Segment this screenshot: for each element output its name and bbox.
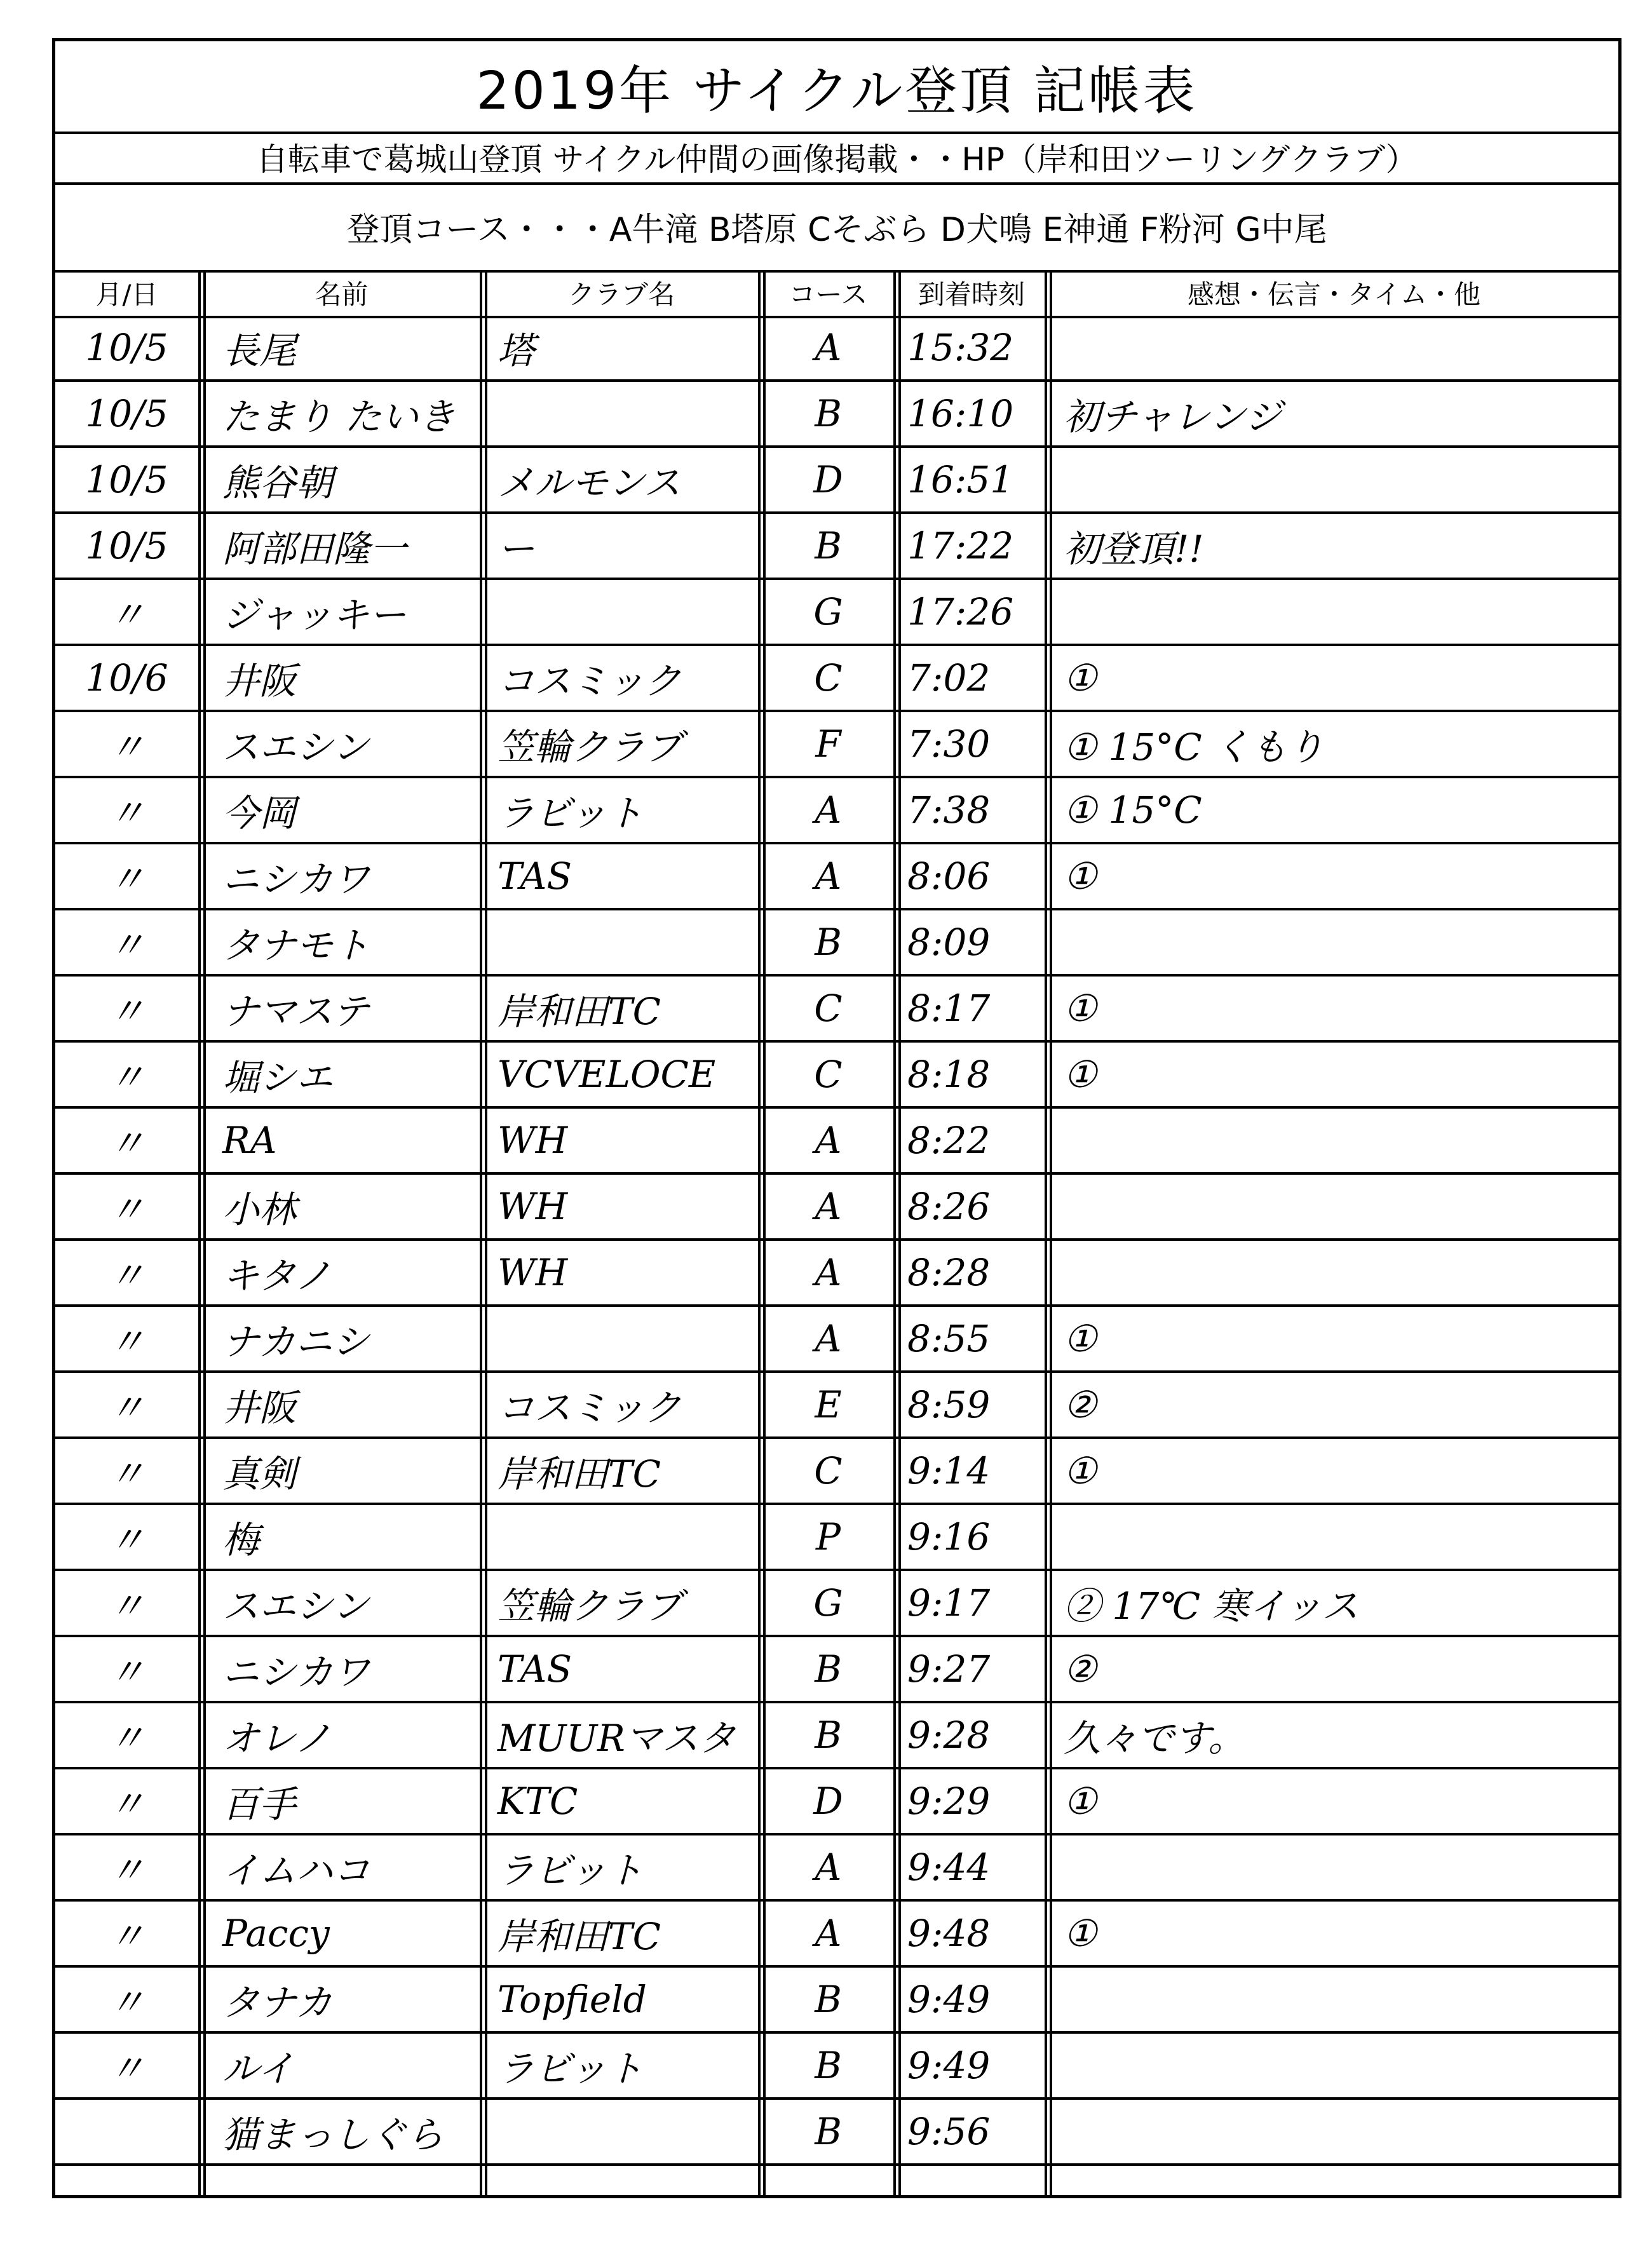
row-note: ② — [1064, 1647, 1097, 1691]
row-name: ナマステ — [222, 990, 369, 1033]
row-time: 8:18 — [907, 1053, 991, 1096]
row-time: 16:10 — [907, 392, 1014, 435]
row-course: C — [814, 1449, 843, 1492]
guestbook-sheet — [52, 38, 1622, 2198]
row-course: A — [815, 1119, 842, 1162]
row-club: TAS — [498, 1647, 572, 1691]
row-club: WH — [498, 1251, 568, 1294]
row-note: ① — [1064, 855, 1097, 898]
table-row — [55, 448, 1618, 514]
header-time: 到着時刻 — [917, 279, 1025, 310]
row-course: A — [815, 1251, 842, 1294]
row-course: B — [815, 921, 842, 964]
column-divider — [1045, 270, 1047, 2195]
row-club: MUURマスタ — [498, 1717, 736, 1760]
row-date: 〃 — [108, 1915, 146, 1958]
row-date: 〃 — [108, 1981, 146, 2024]
row-club: 塔 — [498, 329, 535, 372]
table-row — [55, 1505, 1618, 1571]
row-course: G — [813, 1581, 843, 1625]
row-date: 〃 — [108, 1651, 146, 1694]
row-time: 9:49 — [907, 1978, 991, 2021]
row-club — [485, 1505, 758, 1569]
row-name: 井阪 — [222, 659, 297, 703]
row-name: ニシカワ — [222, 1651, 370, 1694]
row-name: 猫まっしぐら — [222, 2113, 444, 2156]
table-row — [55, 712, 1618, 778]
row-course: B — [815, 524, 842, 567]
row-note: ① — [1064, 1780, 1097, 1823]
row-date: 〃 — [108, 593, 146, 637]
row-time: 8:26 — [907, 1185, 991, 1228]
page-title: 2019年 サイクル登頂 記帳表 — [55, 41, 1618, 134]
row-course: B — [815, 2044, 842, 2087]
row-time: 9:27 — [907, 1647, 991, 1691]
row-time: 7:02 — [907, 656, 991, 700]
row-name: スエシン — [222, 1585, 369, 1628]
row-date: 〃 — [108, 1056, 146, 1099]
row-note: ① — [1064, 1317, 1097, 1360]
row-date: 〃 — [108, 1585, 146, 1628]
row-note — [1050, 1241, 1618, 1304]
row-name: タナモト — [222, 924, 370, 967]
row-course: C — [814, 656, 843, 700]
row-date: 〃 — [108, 1717, 146, 1760]
row-course: G — [813, 590, 843, 633]
row-club: WH — [498, 1185, 568, 1228]
table-row — [55, 1307, 1618, 1373]
column-divider — [198, 270, 201, 2195]
row-club: 岸和田TC — [498, 990, 661, 1033]
column-divider — [893, 270, 896, 2195]
row-course: D — [813, 458, 843, 501]
row-note — [1050, 1175, 1618, 1238]
row-note: ① — [1064, 1912, 1097, 1955]
table-row — [55, 1835, 1618, 1902]
row-date: 〃 — [108, 1188, 146, 1231]
row-club: コスミック — [498, 659, 681, 703]
table-row — [55, 2034, 1618, 2100]
row-date: 〃 — [108, 924, 146, 967]
row-course: F — [815, 722, 841, 766]
row-name: たまり たいき — [222, 395, 456, 438]
row-course: B — [815, 1713, 842, 1757]
table-row — [55, 514, 1618, 580]
row-time: 9:29 — [907, 1780, 991, 1823]
row-date: 10/5 — [85, 392, 168, 435]
column-divider — [1050, 270, 1052, 2195]
row-name: 真剣 — [222, 1452, 297, 1496]
row-course: E — [815, 1383, 842, 1426]
table-row — [55, 1571, 1618, 1637]
row-note: ① 15°C くもり — [1064, 726, 1325, 769]
row-note: 初チャレンジ — [1064, 395, 1282, 438]
row-note: ① 15°C — [1064, 788, 1202, 832]
row-date: 〃 — [108, 1320, 146, 1363]
row-club: 岸和田TC — [498, 1915, 661, 1958]
row-name: ルイ — [222, 2047, 295, 2090]
row-time: 9:56 — [907, 2110, 991, 2153]
row-course: P — [815, 1515, 841, 1558]
row-time: 7:38 — [907, 788, 991, 832]
table-row — [55, 1373, 1618, 1439]
row-note — [1050, 2034, 1618, 2097]
row-date: 〃 — [108, 1518, 146, 1562]
row-time: 9:48 — [907, 1912, 991, 1955]
row-name: Paccy — [222, 1912, 330, 1955]
row-club: 岸和田TC — [498, 1452, 661, 1496]
row-club: TAS — [498, 855, 572, 898]
row-note — [1050, 1505, 1618, 1569]
row-note: ① — [1064, 1053, 1097, 1096]
row-time: 8:59 — [907, 1383, 991, 1426]
row-course: A — [815, 788, 842, 832]
row-name: スエシン — [222, 726, 369, 769]
row-name: イムハコ — [222, 1849, 370, 1892]
header-club: クラブ名 — [567, 279, 675, 310]
page-subtitle: 自転車で葛城山登頂 サイクル仲間の画像掲載・・HP（岸和田ツーリングクラブ） — [55, 132, 1618, 185]
row-date: 〃 — [108, 726, 146, 769]
row-time: 9:44 — [907, 1846, 991, 1889]
row-name: RA — [222, 1119, 277, 1162]
row-time: 8:22 — [907, 1119, 991, 1162]
table-row — [55, 580, 1618, 646]
table-row — [55, 1703, 1618, 1769]
table-row — [55, 1769, 1618, 1835]
row-name: 梅 — [222, 1518, 260, 1562]
table-row — [55, 910, 1618, 977]
table-header — [55, 270, 1618, 318]
row-time: 9:14 — [907, 1449, 991, 1492]
table-row — [55, 1175, 1618, 1241]
row-name: 百手 — [222, 1783, 297, 1826]
row-date: 〃 — [108, 1122, 146, 1165]
row-date: 〃 — [108, 792, 146, 835]
table-row — [55, 646, 1618, 712]
row-course: C — [814, 1053, 843, 1096]
row-club — [485, 2100, 758, 2163]
row-note: ② — [1064, 1383, 1097, 1426]
row-date — [55, 2100, 198, 2163]
row-time: 9:16 — [907, 1515, 991, 1558]
row-date: 〃 — [108, 1254, 146, 1297]
row-date: 10/5 — [85, 458, 168, 501]
row-club: Topfield — [498, 1978, 647, 2021]
row-club — [485, 1307, 758, 1370]
row-course: B — [815, 2110, 842, 2153]
row-name: キタノ — [222, 1254, 332, 1297]
header-name: 名前 — [315, 279, 369, 310]
row-club: VCVELOCE — [498, 1053, 716, 1096]
row-note — [1050, 316, 1618, 379]
row-course: C — [814, 987, 843, 1030]
row-note: 初登頂!! — [1064, 527, 1204, 571]
row-note — [1050, 580, 1618, 644]
row-club — [485, 580, 758, 644]
column-divider — [898, 270, 901, 2195]
row-note — [1050, 1835, 1618, 1899]
row-time: 9:28 — [907, 1713, 991, 1757]
row-club — [485, 910, 758, 974]
table-row — [55, 2100, 1618, 2166]
row-date: 10/6 — [85, 656, 168, 700]
row-name: 小林 — [222, 1188, 297, 1231]
column-divider — [763, 270, 766, 2195]
row-note: 久々です。 — [1064, 1717, 1245, 1760]
row-date: 〃 — [108, 1783, 146, 1826]
row-course: B — [815, 392, 842, 435]
table-row — [55, 316, 1618, 382]
row-time: 17:26 — [907, 590, 1014, 633]
row-note: ① — [1064, 987, 1097, 1030]
column-divider — [485, 270, 487, 2195]
table-row — [55, 1439, 1618, 1505]
row-course: B — [815, 1978, 842, 2021]
row-time: 15:32 — [907, 326, 1014, 369]
row-time: 9:17 — [907, 1581, 991, 1625]
row-name: 熊谷朝 — [222, 461, 334, 504]
row-date: 〃 — [108, 1452, 146, 1496]
table-row — [55, 1043, 1618, 1109]
row-note — [1050, 910, 1618, 974]
row-course: A — [815, 1317, 842, 1360]
row-club: 笠輪クラブ — [498, 1585, 682, 1628]
row-date: 〃 — [108, 1386, 146, 1430]
row-name: ジャッキー — [222, 593, 406, 637]
row-note: ① — [1064, 656, 1097, 700]
row-name: 長尾 — [222, 329, 297, 372]
row-date: 〃 — [108, 990, 146, 1033]
row-time: 9:49 — [907, 2044, 991, 2087]
row-club: WH — [498, 1119, 568, 1162]
header-note: 感想・伝言・タイム・他 — [1187, 279, 1481, 310]
row-club: メルモンス — [498, 461, 681, 504]
row-name: 阿部田隆一 — [222, 527, 407, 571]
column-divider — [758, 270, 761, 2195]
row-course: A — [815, 855, 842, 898]
row-club: KTC — [498, 1780, 578, 1823]
row-club: コスミック — [498, 1386, 681, 1430]
row-note — [1050, 1968, 1618, 2031]
table-row — [55, 1637, 1618, 1703]
row-date: 〃 — [108, 2047, 146, 2090]
row-note: ② 17℃ 寒イッス — [1064, 1585, 1359, 1628]
table-row — [55, 1241, 1618, 1307]
row-time: 8:17 — [907, 987, 991, 1030]
row-course: A — [815, 1912, 842, 1955]
column-divider — [480, 270, 482, 2195]
row-date: 10/5 — [85, 524, 168, 567]
row-note: ① — [1064, 1449, 1097, 1492]
table-row — [55, 778, 1618, 844]
row-note — [1050, 2100, 1618, 2163]
row-time: 16:51 — [907, 458, 1014, 501]
row-name: オレノ — [222, 1717, 332, 1760]
table-body — [55, 316, 1618, 2195]
table-row — [55, 1109, 1618, 1175]
header-date: 月/日 — [95, 279, 158, 310]
row-name: 今岡 — [222, 792, 297, 835]
table-row — [55, 1902, 1618, 1968]
row-course: A — [815, 1846, 842, 1889]
table-row — [55, 844, 1618, 910]
row-name: 堀シエ — [222, 1056, 334, 1099]
row-course: A — [815, 1185, 842, 1228]
row-note — [1050, 1109, 1618, 1172]
row-course: A — [815, 326, 842, 369]
row-club: 笠輪クラブ — [498, 726, 682, 769]
row-time: 8:55 — [907, 1317, 991, 1360]
table-row — [55, 382, 1618, 448]
row-name: ナカニシ — [222, 1320, 369, 1363]
row-time: 17:22 — [907, 524, 1014, 567]
course-legend: 登頂コース・・・A牛滝 B塔原 Cそぶら D犬鳴 E神通 F粉河 G中尾 — [55, 182, 1618, 273]
row-time: 7:30 — [907, 722, 991, 766]
log-table — [55, 270, 1618, 2195]
row-name: ニシカワ — [222, 858, 370, 901]
column-divider — [203, 270, 206, 2195]
table-row — [55, 1968, 1618, 2034]
row-time: 8:09 — [907, 921, 991, 964]
row-date: 〃 — [108, 1849, 146, 1892]
row-club: ー — [498, 527, 535, 571]
row-club: ラビット — [498, 792, 644, 835]
table-row — [55, 977, 1618, 1043]
row-note — [1050, 448, 1618, 511]
row-date: 〃 — [108, 858, 146, 901]
row-time: 8:28 — [907, 1251, 991, 1294]
row-club — [485, 382, 758, 445]
row-club: ラビット — [498, 1849, 644, 1892]
row-name: タナカ — [222, 1981, 332, 2024]
row-course: B — [815, 1647, 842, 1691]
row-date: 10/5 — [85, 326, 168, 369]
header-course: コース — [789, 279, 868, 310]
row-course: D — [813, 1780, 843, 1823]
row-name: 井阪 — [222, 1386, 297, 1430]
row-time: 8:06 — [907, 855, 991, 898]
row-club: ラビット — [498, 2047, 644, 2090]
